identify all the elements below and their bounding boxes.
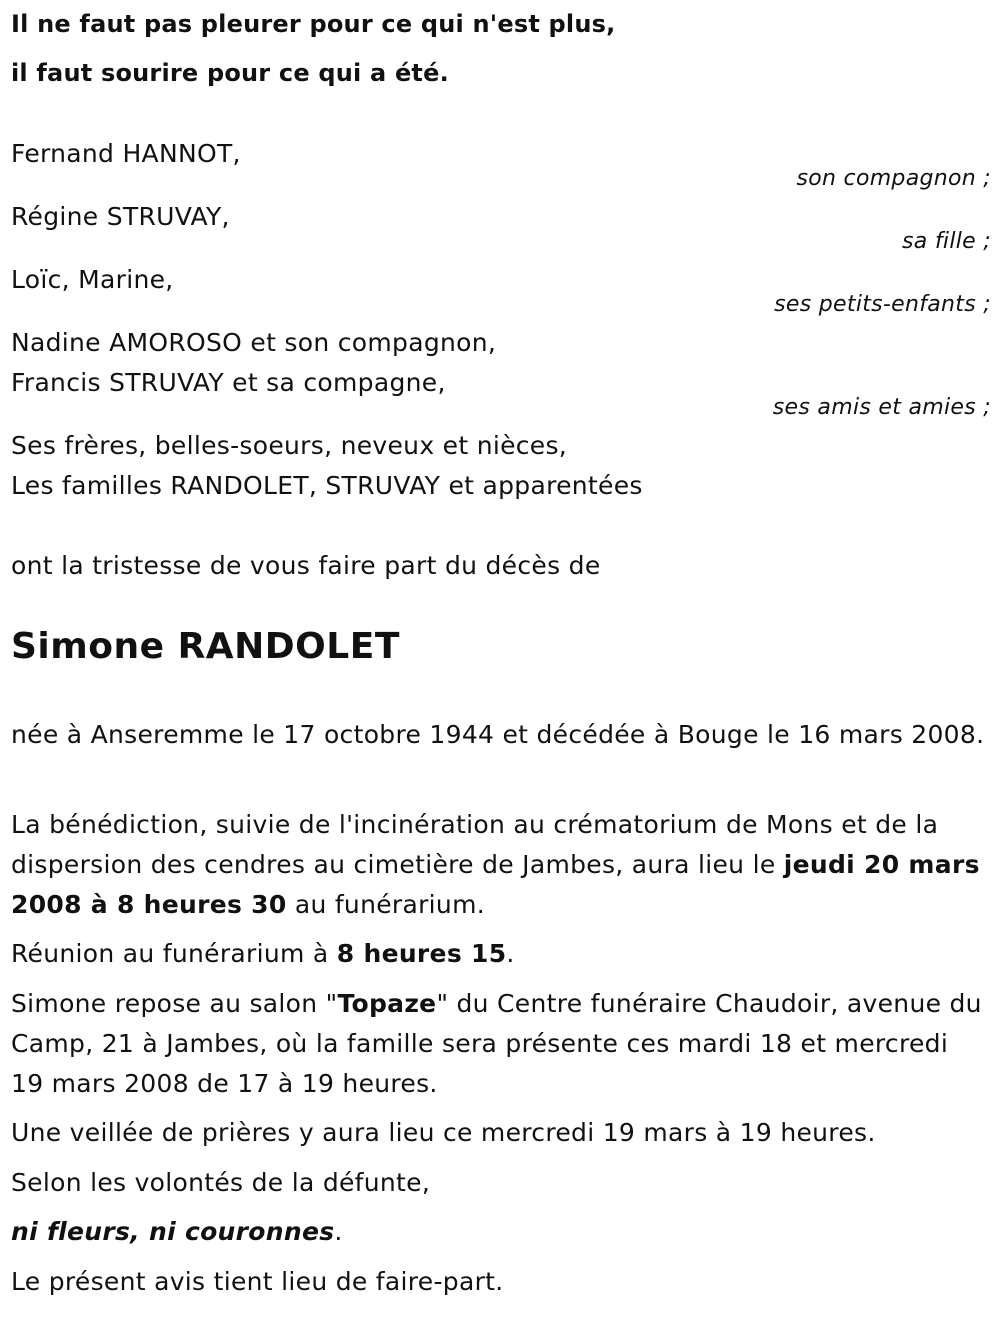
notice-text: Le présent avis tient lieu de faire-part. bbox=[11, 1267, 504, 1296]
birth-death-text: née à Anseremme le 17 octobre 1944 et décédée à Bouge le 16 mars 2008. bbox=[11, 720, 985, 749]
meeting-text-after: . bbox=[506, 939, 515, 968]
wishes-text: Selon les volontés de la défunte, bbox=[11, 1168, 431, 1197]
visitation-text-before: Simone repose au salon " bbox=[11, 989, 338, 1018]
birth-death-paragraph bbox=[11, 715, 986, 755]
ceremony-text-before: La bénédiction, suivie de l'incinération au crématorium de Mons et de la dispersion des cendres au cimetière de Jambes, aura lieu le bbox=[11, 810, 939, 879]
meeting-paragraph bbox=[11, 934, 986, 974]
mourner-name-4b: Francis STRUVAY et sa compagne, bbox=[11, 368, 446, 397]
meeting-text-before: Réunion au funérarium à bbox=[11, 939, 337, 968]
mourner-name-1: Fernand HANNOT, bbox=[11, 139, 241, 168]
meeting-time: 8 heures 15 bbox=[336, 939, 507, 968]
wishes-paragraph bbox=[11, 1163, 986, 1203]
obituary-notice bbox=[11, 0, 991, 1317]
vigil-text: Une veillée de prières y aura lieu ce mercredi 19 mars à 19 heures. bbox=[11, 1118, 876, 1147]
mourner-name-3: Loïc, Marine, bbox=[11, 265, 174, 294]
notice-paragraph bbox=[11, 1262, 986, 1302]
ceremony-date-time: jeudi 20 mars 2008 à 8 heures 30 bbox=[11, 850, 980, 919]
mourner-name-4a: Nadine AMOROSO et son compagnon, bbox=[11, 328, 497, 357]
mourner-name-5a: Ses frères, belles-soeurs, neveux et nièces, bbox=[11, 431, 568, 460]
announcement-text: ont la tristesse de vous faire part du décès de bbox=[11, 551, 601, 580]
quote-line-1: Il ne faut pas pleurer pour ce qui n'est plus, bbox=[11, 10, 616, 38]
vigil-paragraph bbox=[11, 1113, 986, 1153]
mourner-role-4: ses amis et amies ; bbox=[772, 395, 991, 420]
deceased-name: Simone RANDOLET bbox=[11, 626, 400, 667]
no-flowers-paragraph bbox=[11, 1212, 986, 1252]
ceremony-text-after: au funérarium. bbox=[286, 890, 485, 919]
no-flowers-period: . bbox=[334, 1217, 343, 1246]
mourner-role-3: ses petits-enfants ; bbox=[774, 292, 991, 317]
visitation-text-after: " du Centre funéraire Chaudoir, avenue du Camp, 21 à Jambes, où la famille sera présente ces mardi 18 et mercredi 19 mars 2008 de 17 à 19 heures. bbox=[11, 989, 982, 1098]
quote-line-2: il faut sourire pour ce qui a été. bbox=[11, 59, 449, 87]
visitation-paragraph bbox=[11, 984, 986, 1104]
mourner-role-2: sa fille ; bbox=[902, 229, 991, 254]
mourner-name-5b: Les familles RANDOLET, STRUVAY et apparentées bbox=[11, 471, 643, 500]
mourner-role-1: son compagnon ; bbox=[796, 166, 991, 191]
visitation-salon: Topaze bbox=[337, 989, 437, 1018]
ceremony-paragraph bbox=[11, 805, 986, 925]
no-flowers-text: ni fleurs, ni couronnes bbox=[11, 1217, 335, 1246]
mourner-name-2: Régine STRUVAY, bbox=[11, 202, 230, 231]
